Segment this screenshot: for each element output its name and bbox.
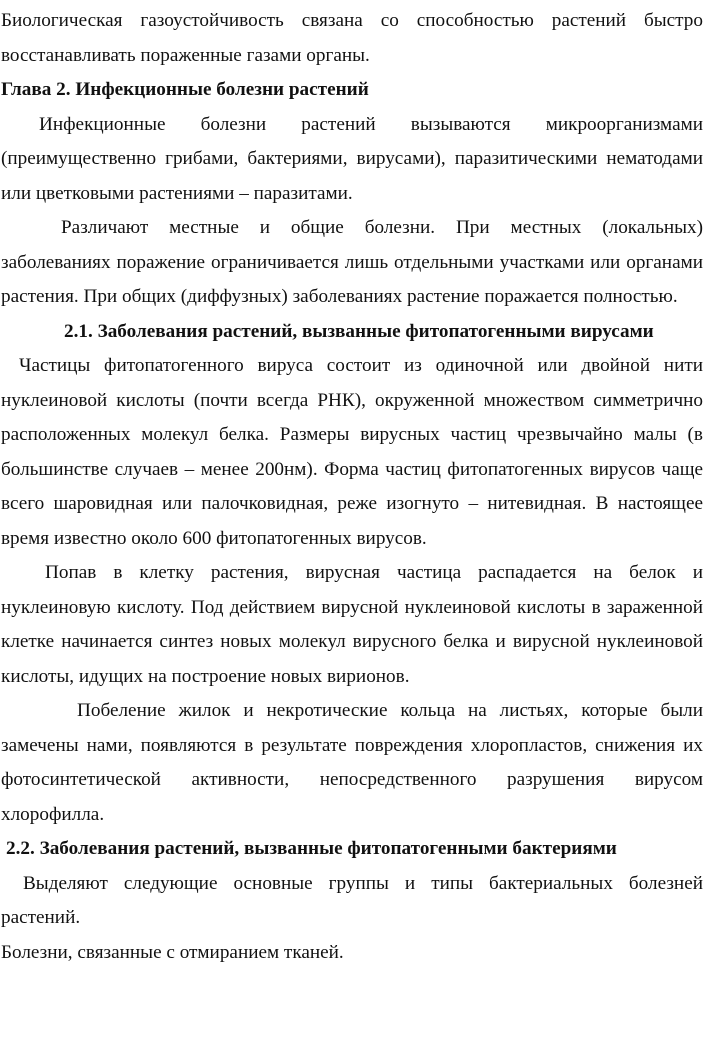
paragraph-virus-replication: Попав в клетку растения, вирусная частица распадается на белок и нуклеиновую кислоту. Под действием вирусной нуклеиновой кислоты в зараженной клетке начинается синтез новых молекул вирусного белка и вирусной нуклеиновой кислоты, идущих на построение новых вирионов. xyxy=(1,562,703,687)
paragraph-infectious-causes: Инфекционные болезни растений вызываются микроорганизмами (преимущественно грибами, бактериями, вирусами), паразитическими нематодами или цветковыми растениями – паразитами. xyxy=(1,113,703,204)
section-2-1-title: 2.1. Заболевания растений, вызванные фитопатогенными вирусами xyxy=(64,320,654,342)
paragraph-symptoms: Побеление жилок и некротические кольца на листьях, которые были замечены нами, появляются в результате повреждения хлоропластов, снижения их фотосинтетической активности, непосредственного разрушения вирусом хлорофилла. xyxy=(1,700,703,825)
paragraph-bacterial-groups: Выделяют следующие основные группы и типы бактериальных болезней растений. xyxy=(1,872,703,928)
chapter-2-title: Глава 2. Инфекционные болезни растений xyxy=(1,79,369,100)
paragraph-local-general: Различают местные и общие болезни. При местных (локальных) заболеваниях поражение ограничивается лишь отдельными участками или органами растения. При общих (диффузных) заболеваниях растение поражается полностью. xyxy=(1,217,703,307)
section-2-2-title: 2.2. Заболевания растений, вызванные фитопатогенными бактериями xyxy=(6,838,617,859)
paragraph-tissue-death: Болезни, связанные с отмиранием тканей. xyxy=(1,941,344,963)
paragraph-virus-particles: Частицы фитопатогенного вируса состоит из одиночной или двойной нити нуклеиновой кислоты (почти всегда РНК), окруженной множеством симметрично расположенных молекул белка. Размеры вирусных частиц чрезвычайно малы (в большинстве случаев – менее 200нм). Форма частиц фитопатогенных вирусов чаще всего шаровидная или палочковидная, реже изогнуто – нитевидная. В настоящее время известно около 600 фитопатогенных вирусов. xyxy=(1,355,703,549)
paragraph-gas-resistance: Биологическая газоустойчивость связана со способностью растений быстро восстанавливать пораженные газами органы. xyxy=(1,10,703,66)
